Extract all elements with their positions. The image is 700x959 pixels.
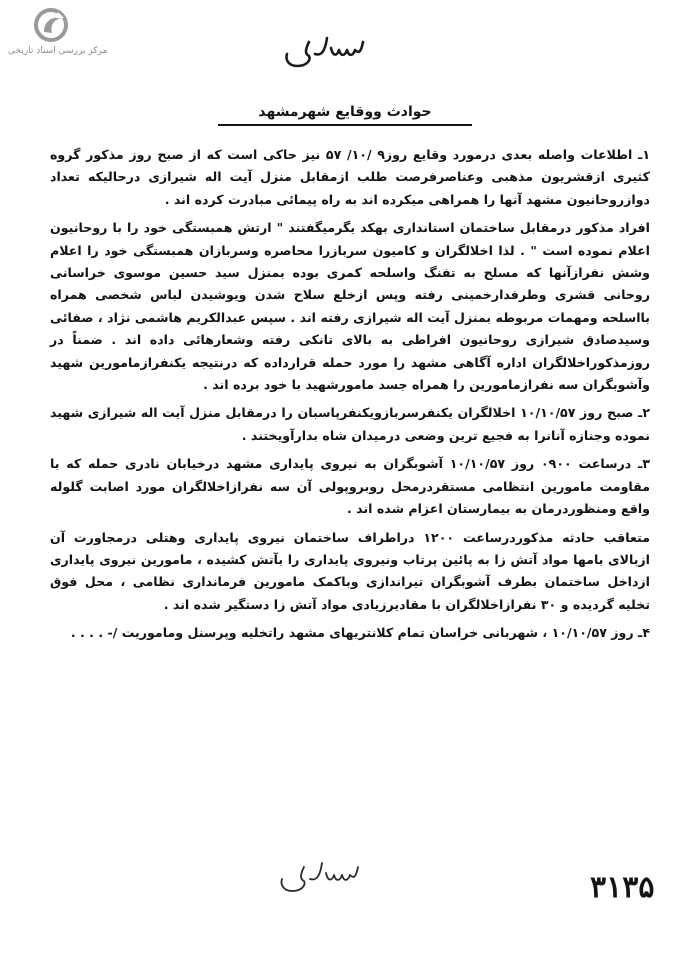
classification-stamp-top xyxy=(275,30,375,70)
paragraph-2: ۲ـ صبح روز ۱۰/۱۰/۵۷ اخلالگران یکنفرسربازویکنفرپاسبان را درمقابل منزل آیت اله شیرازی شهید نموده وجنازه آنانرا به فجیع ترین وضعی درمیدان شاه بدارآویختند . xyxy=(50,405,650,443)
archive-watermark xyxy=(8,6,108,57)
paragraph-3: ۳ـ درساعت ۰۹۰۰ روز ۱۰/۱۰/۵۷ آشوبگران به نیروی پایداری مشهد درخیابان نادری حمله که با مقاومت مامورین انتظامی مستقردرمحل روبروپولی آن سه نفرازاخلالگران مورد اصابت گلوله واقع ومنظوردرمان به بیمارستان اعزام شده اند . xyxy=(50,456,650,517)
document-body xyxy=(50,144,650,645)
title-underline xyxy=(218,124,472,126)
classification-stamp-bottom xyxy=(270,855,370,895)
paragraph-1-continued: افراد مذکور درمقابل ساختمان استانداری بهکد یگرمیگفتند " ارتش همبستگی خود را با روحانیون اعلام نموده است " . لذا اخلالگران و کامیون سربازرا محاصره وسربازان همبستگی خود را اعلام وشش نفرازآنها که مسلح به تفنگ واسلحه کمری بوده بمنزل سید حسین موسوی خراسانی روحانی قشری وطرفدارخمینی رفته وپس ازخلع سلاح شدن ویوشیدن لباس شخصی همراه بااسلحه ومهمات مربوطه بمنزل آیت اله شیرازی رفته اند . سپس عبدالکریم هاشمی نژاد ، صفائی وسیدصادق شیرازی روحانیون افراطی به بالای تانکی رفته وشعارهائی داده اند . ضمناً در روزمذکوراخلالگران اداره آگاهی مشهد را مورد حمله قرارداده که درنتیجه یکنفرازمامورین شهید وآشوبگران سه نفرازمامورین را همراه جسد مامورشهید با خود برده اند . xyxy=(50,220,650,393)
archive-logo-icon xyxy=(32,6,70,44)
document-title: حوادث ووقایع شهرمشهد xyxy=(258,104,432,120)
paragraph-3-continued: متعاقب حادثه مذکوردرساعت ۱۲۰۰ دراطراف ساختمان نیروی پایداری وهتلی درمجاورت آن ازبالای بامها مواد آتش زا به پائین پرتاب ونیروی پایداری را بآتش کشیده ، مامورین نیروی پایداری ازداخل ساختمان بطرف آشوبگران تیراندازی وباکمک مامورین فرمانداری نظامی ، محل فوق تخلیه گردیده و ۳۰ نفرازاخلالگران با مقادیرزیادی مواد آتش زا دستگیر شده اند . xyxy=(50,529,650,612)
page-number: ۳۱۳۵ xyxy=(590,870,655,905)
paragraph-4: ۴ـ روز ۱۰/۱۰/۵۷ ، شهربانی خراسان تمام کلانتریهای مشهد راتخلیه وپرسنل وماموریت /- . . . . xyxy=(70,625,650,641)
paragraph-1: ۱ـ اطلاعات واصله بعدی درمورد وقایع روز۹ /۱۰/ ۵۷ نیز حاکی است که از صبح روز مذکور گروه کثیری ازقشریون مذهبی وعناصرفرصت طلب ازمقابل منزل آیت اله شیرازی درحالیکه تعداد دوازروحانیون مشهد آنها را همراهی میکرده اند به راه پیمائی مبادرت کرده اند . xyxy=(50,147,651,207)
watermark-caption: مرکز بررسی اسناد تاریخی xyxy=(8,46,108,56)
